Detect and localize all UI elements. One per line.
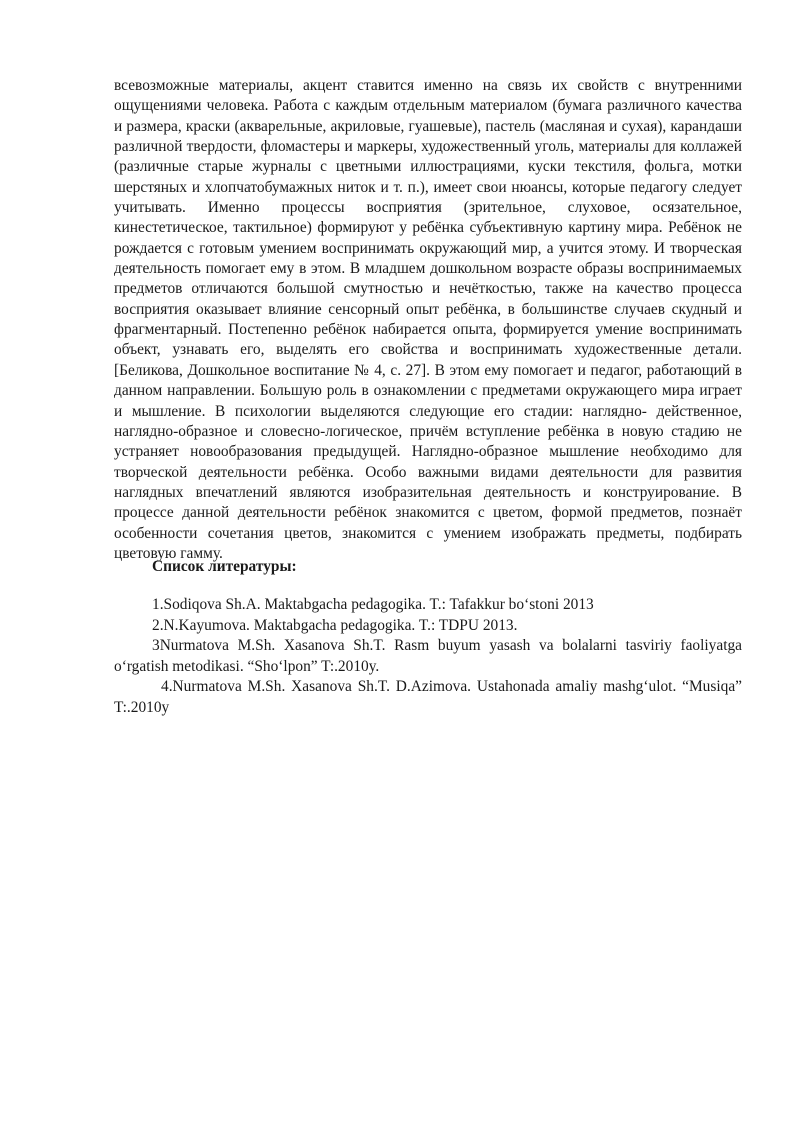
reference-item: 3Nurmatova M.Sh. Xasanova Sh.T. Rasm buyum yasash va bolalarni tasviriy faoliyatga oʻrgatish metodikasi. “Shoʻlpon” T:.2010y. [114,637,742,675]
reference-item: 2.N.Kayumova. Maktabgacha pedagogika. T.: TDPU 2013. [152,616,518,634]
body-paragraph: всевозможные материалы, акцент ставится именно на связь их свойств с внутренними ощущениями человека. Работа с каждым отдельным материалом (бумага различного качества и размера, краски (акварельные, акриловые, гуашевые), пастель (масляная и сухая), карандаши различной твердости, фломастеры и маркеры, художественный уголь, материалы для коллажей (различные старые журналы с цветными иллюстрациями, куски текстиля, фольга, мотки шерстяных и хлопчатобумажных ниток и т. п.), имеет свои нюансы, которые педагогу следует учитывать. Именно процессы восприятия (зрительное, слуховое, осязательное, кинестетическое, тактильное) формируют у ребёнка субъективную картину мира. Ребёнок не рождается с готовым умением воспринимать окружающий мир, а учится этому. И творческая деятельность помогает ему в этом. В младшем дошкольном возрасте образы воспринимаемых предметов отличаются большой смутностью и нечёткостью, также на качество процесса восприятия оказывает влияние сенсорный опыт ребёнка, в большинстве случаев скудный и фрагментарный. Постепенно ребёнок набирается опыта, формируется умение воспринимать объект, узнавать его, выделять его свойства и воспринимать художественные детали. [Беликова, Дошкольное воспитание № 4, с. 27]. В этом ему помогает и педагог, работающий в данном направлении. Большую роль в ознакомлении с предметами окружающего мира играет и мышление. В психологии выделяются следующие его стадии: наглядно- действенное, наглядно-образное и словесно-логическое, причём вступление ребёнка в новую стадию не устраняет новообразования предыдущей. Наглядно-образное мышление необходимо для творческой деятельности ребёнка. Особо важными видами деятельности для развития наглядных впечатлений являются изобразительная деятельность и конструирование. В процессе данной деятельности ребёнок знакомится с цветом, формой предметов, познаёт особенности сочетания цветов, знакомится с умением изображать предметы, подбирать цветовую гамму. [114,77,742,562]
reference-item: 4.Nurmatova M.Sh. Xasanova Sh.T. D.Azimova. Ustahonada amaliy mashgʻulot. “Musiqa” T:.2010y [114,678,742,716]
reference-item: 1.Sodiqova Sh.A. Maktabgacha pedagogika. T.: Tafakkur boʻstoni 2013 [152,596,594,613]
references-heading: Список литературы: [152,558,297,575]
references-list [114,595,742,718]
